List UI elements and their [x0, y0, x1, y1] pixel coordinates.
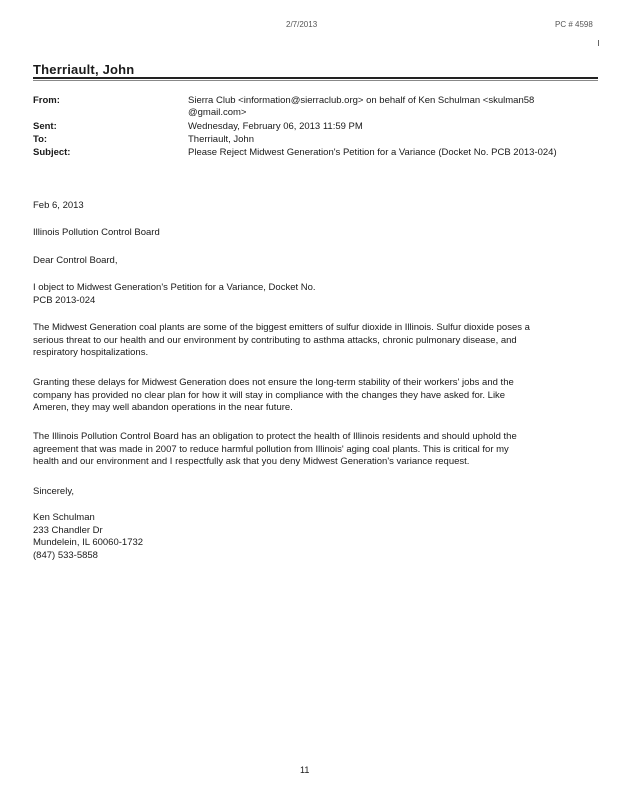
- paragraph-obligation: [33, 431, 591, 469]
- paragraph-line: PCB 2013-024: [33, 294, 96, 306]
- closing: Sincerely,: [33, 486, 75, 497]
- signature-street: 233 Chandler Dr: [33, 524, 103, 536]
- paragraph-delays: [33, 377, 591, 415]
- sent-value: Wednesday, February 06, 2013 11:59 PM: [188, 121, 363, 132]
- paragraph-line: Ameren, they may well abandon operations in the near future.: [33, 402, 293, 413]
- paragraph-line: agreement that was made in 2007 to reduce harmful pollution from Illinois' aging coal plants. This is critical for my: [33, 443, 509, 455]
- page-number: 11: [300, 765, 310, 775]
- from-label: From:: [33, 95, 60, 106]
- from-value-cont: @gmail.com>: [188, 107, 247, 118]
- to-label: To:: [33, 134, 48, 145]
- subject-value: Please Reject Midwest Generation's Petition for a Variance (Docket No. PCB 2013-024): [188, 147, 557, 158]
- header-date: 2/7/2013: [286, 20, 318, 29]
- margin-mark: [598, 40, 599, 46]
- paragraph-objection: [33, 282, 591, 307]
- header-rule: [33, 77, 598, 79]
- letter-salutation: Dear Control Board,: [33, 255, 118, 266]
- paragraph-line: I object to Midwest Generation's Petition for a Variance, Docket No.: [33, 282, 316, 293]
- signature-phone: (847) 533-5858: [33, 549, 98, 561]
- paragraph-line: health and our environment and I respectfully ask that you deny Midwest Generation's variance request.: [33, 456, 470, 467]
- letter-recipient: Illinois Pollution Control Board: [33, 227, 160, 238]
- header-rule-thin: [33, 80, 598, 81]
- from-value: Sierra Club <information@sierraclub.org> on behalf of Ken Schulman <skulman58: [188, 95, 535, 106]
- sent-label: Sent:: [33, 121, 57, 132]
- pc-number: PC # 4598: [555, 20, 593, 29]
- paragraph-line: respiratory hospitalizations.: [33, 347, 149, 358]
- paragraph-line: The Illinois Pollution Control Board has an obligation to protect the health of Illinois residents and should uphold the: [33, 431, 517, 442]
- letter-date: Feb 6, 2013: [33, 200, 84, 211]
- signature-city: Mundelein, IL 60060-1732: [33, 537, 144, 548]
- paragraph-line: Granting these delays for Midwest Generation does not ensure the long-term stability of their workers' jobs and the: [33, 377, 514, 388]
- sender-name: Therriault, John: [33, 62, 135, 77]
- paragraph-sulfur: [33, 322, 591, 360]
- signature-name: Ken Schulman: [33, 512, 95, 523]
- signature-block: [33, 512, 591, 562]
- subject-label: Subject:: [33, 147, 71, 158]
- paragraph-line: The Midwest Generation coal plants are some of the biggest emitters of sulfur dioxide in Illinois. Sulfur dioxide poses a: [33, 322, 530, 333]
- to-value: Therriault, John: [188, 134, 255, 145]
- paragraph-line: serious threat to our health and our environment by contributing to asthma attacks, chronic pulmonary disease, and: [33, 334, 517, 346]
- paragraph-line: company has provided no clear plan for how it will stay in compliance with the changes they have asked for. Like: [33, 389, 506, 401]
